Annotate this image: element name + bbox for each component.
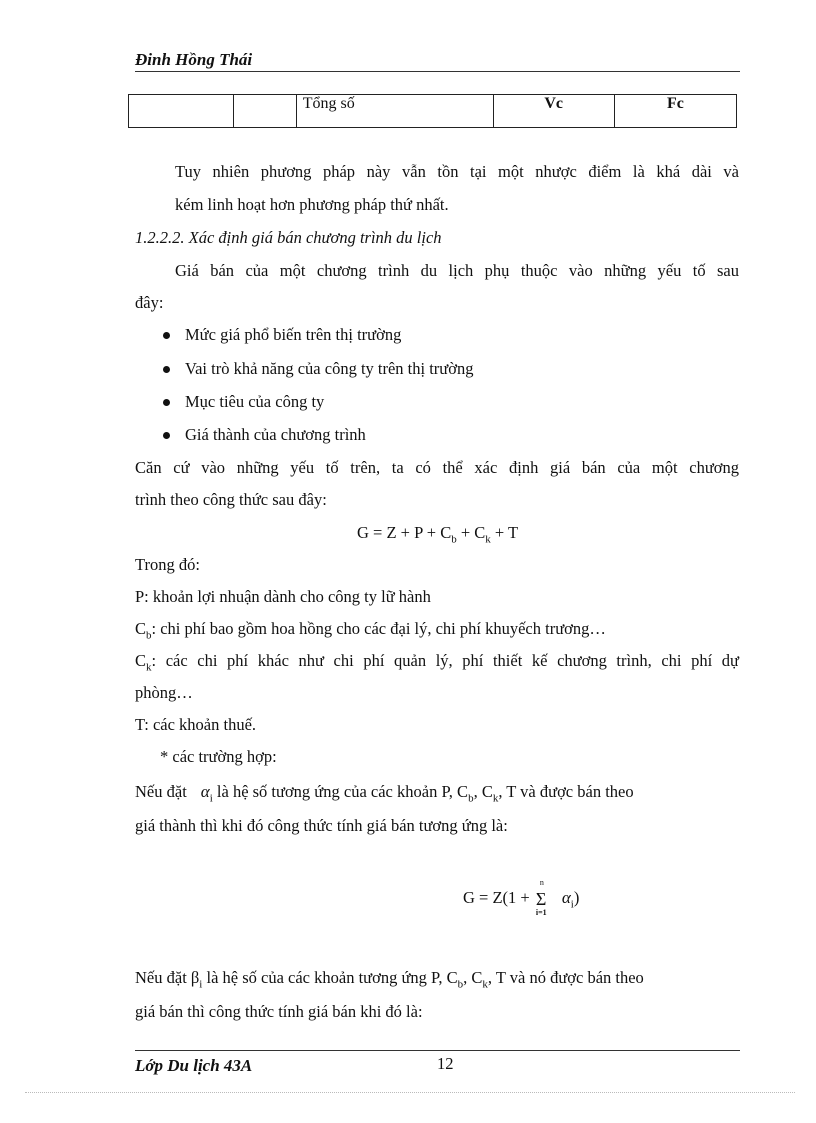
paragraph-line: giá thành thì khi đó công thức tính giá bán tương ứng là:: [135, 816, 508, 835]
definition-ck-cont: phòng…: [135, 683, 193, 702]
cases-label: * các trường hợp:: [160, 747, 277, 766]
bullet-item: Vai trò khả năng của công ty trên thị trường: [185, 359, 474, 378]
paragraph-line: trình theo công thức sau đây:: [135, 490, 327, 509]
paragraph-line: Tuy nhiên phương pháp này vẫn tồn tại một nhược điểm là khá dài và: [175, 162, 739, 181]
table-cell-empty: [234, 95, 297, 128]
bullet-item: Mức giá phổ biến trên thị trường: [185, 325, 402, 344]
formula-alpha: G = Z(1 + n Σ i=1 $\alpha_i$): [463, 878, 580, 918]
paragraph-beta: Nếu đặt $\beta_i$ là hệ số của các khoản tương ứng P, $C_b$, $C_k$, T và nó được bán theo: [135, 968, 644, 991]
header-author: Đinh Hồng Thái: [135, 50, 253, 69]
bullet-icon: [163, 399, 170, 406]
table-cell-empty: [129, 95, 234, 128]
header-rule: [135, 71, 740, 72]
table-cell-total: Tổng số: [296, 95, 493, 128]
definition-p: P: khoản lợi nhuận dành cho công ty lữ hành: [135, 587, 431, 606]
definition-ck: $C_k$: các chi phí khác như chi phí quản lý, phí thiết kế chương trình, chi phí dự: [135, 651, 739, 674]
definitions-intro: Trong đó:: [135, 555, 200, 574]
table-cell-vc: Vc: [493, 95, 614, 128]
paragraph-line: Giá bán của một chương trình du lịch phụ thuộc vào những yếu tố sau: [175, 261, 739, 280]
paragraph-alpha: Nếu đặt $\alpha_i$ là hệ số tương ứng của các khoản P, $C_b$, $C_k$, T và được bán theo: [135, 782, 634, 805]
footer-class-name: Lớp Du lịch 43A: [135, 1056, 253, 1075]
table-cell-fc: Fc: [614, 95, 736, 128]
formula-price: $G = Z + P + C_b + C_k + T$: [357, 523, 519, 546]
bullet-item: Mục tiêu của công ty: [185, 392, 325, 411]
bullet-icon: [163, 332, 170, 339]
paragraph-line: đây:: [135, 293, 164, 312]
page-break-line: [25, 1092, 795, 1093]
section-heading: 1.2.2.2. Xác định giá bán chương trình du lịch: [135, 228, 442, 247]
definition-cb: $C_b$: chi phí bao gồm hoa hồng cho các đại lý, chi phí khuyếch trương…: [135, 619, 606, 642]
page-number: 12: [437, 1054, 454, 1073]
bullet-icon: [163, 366, 170, 373]
bullet-item: Giá thành của chương trình: [185, 425, 366, 444]
paragraph-line: giá bán thì công thức tính giá bán khi đó là:: [135, 1002, 423, 1021]
bullet-icon: [163, 432, 170, 439]
table-row: [129, 95, 737, 128]
paragraph-line: kém linh hoạt hơn phương pháp thứ nhất.: [175, 195, 449, 214]
paragraph-line: Căn cứ vào những yếu tố trên, ta có thể xác định giá bán của một chương: [135, 458, 739, 477]
footer-rule: [135, 1050, 740, 1051]
summary-table: [128, 94, 737, 128]
summation-symbol: n Σ i=1: [535, 878, 547, 918]
definition-t: T: các khoản thuế.: [135, 715, 257, 734]
